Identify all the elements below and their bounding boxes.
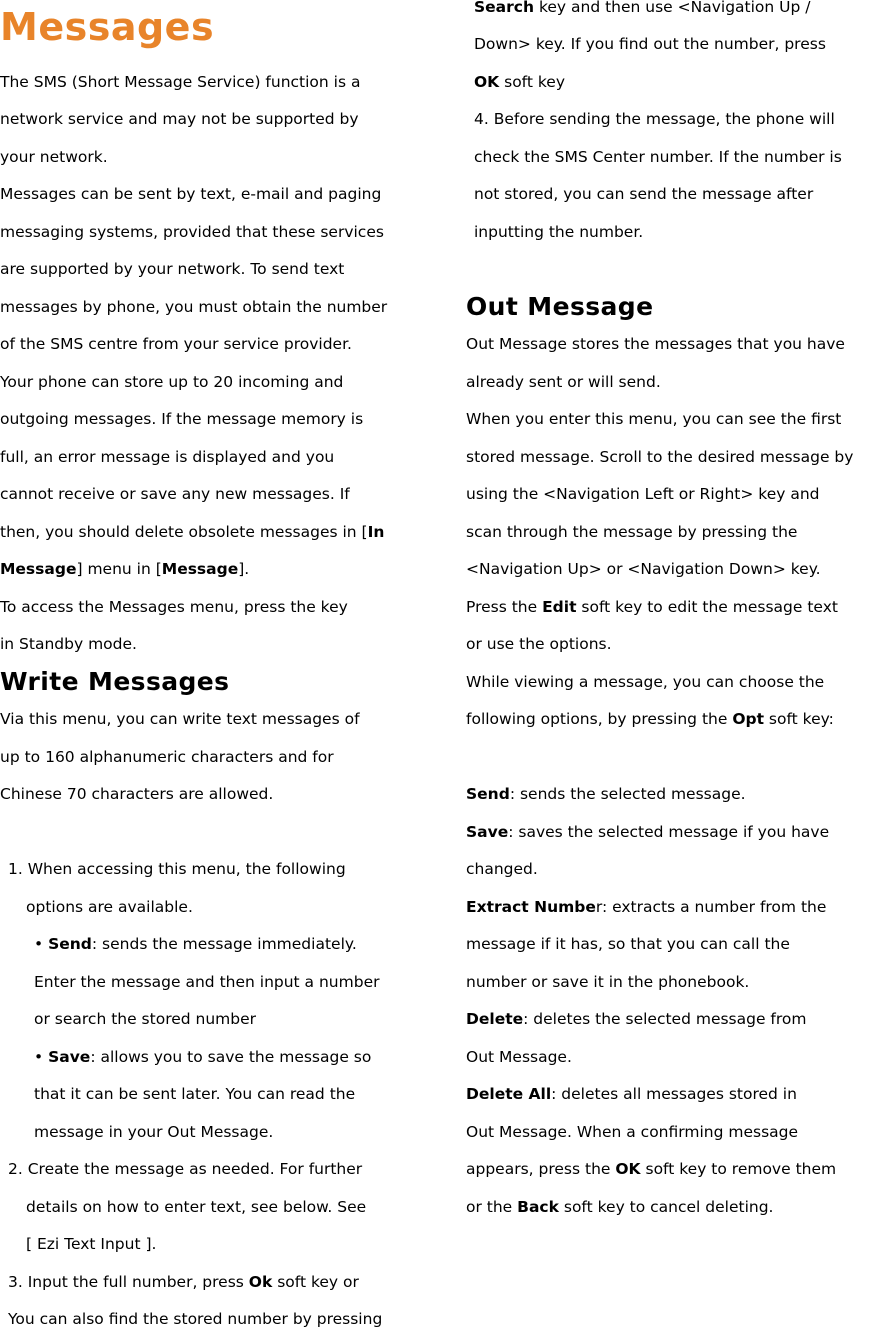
intro-line: cannot receive or save any new messages. If bbox=[0, 485, 350, 503]
intro-line: your network. bbox=[0, 148, 108, 166]
options-line: following options, by pressing the Opt soft key: bbox=[466, 710, 834, 728]
save-option-line: message in your Out Message. bbox=[34, 1123, 274, 1141]
intro-line: messages by phone, you must obtain the number bbox=[0, 298, 388, 316]
step-4-line: 4. Before sending the message, the phone will bbox=[474, 110, 835, 128]
out-line: <Navigation Up> or <Navigation Down> key. bbox=[466, 560, 821, 578]
save-option-line: that it can be sent later. You can read the bbox=[34, 1085, 356, 1103]
option-delete-line: Out Message. bbox=[466, 1048, 572, 1066]
intro-line: messaging systems, provided that these services bbox=[0, 223, 384, 241]
option-delete-all-line: appears, press the OK soft key to remove them bbox=[466, 1160, 837, 1178]
message-menu-label: Message bbox=[0, 560, 77, 578]
out-line: Out Message stores the messages that you have bbox=[466, 335, 845, 353]
step-2-line: [ Ezi Text Input ]. bbox=[26, 1235, 157, 1253]
intro-line: then, you should delete obsolete messages in [In bbox=[0, 523, 385, 541]
send-option: • Send: sends the message immediately. bbox=[34, 935, 357, 953]
step-3-line: You can also find the stored number by pressing bbox=[8, 1310, 383, 1328]
out-line: stored message. Scroll to the desired message by bbox=[466, 448, 854, 466]
out-line: When you enter this menu, you can see the first bbox=[466, 410, 842, 428]
intro-line: Messages can be sent by text, e-mail and paging bbox=[0, 185, 382, 203]
option-delete-all: Delete All: deletes all messages stored in bbox=[466, 1085, 797, 1103]
write-line: up to 160 alphanumeric characters and for bbox=[0, 748, 334, 766]
option-extract-number: Extract Number: extracts a number from the bbox=[466, 898, 827, 916]
step-2-line: 2. Create the message as needed. For further bbox=[8, 1160, 363, 1178]
option-extract-line: message if it has, so that you can call the bbox=[466, 935, 790, 953]
write-line: Chinese 70 characters are allowed. bbox=[0, 785, 274, 803]
edit-line: or use the options. bbox=[466, 635, 612, 653]
option-delete-all-line: Out Message. When a confirming message bbox=[466, 1123, 799, 1141]
intro-line: Message] menu in [Message]. bbox=[0, 560, 250, 578]
save-option: • Save: allows you to save the message so bbox=[34, 1048, 372, 1066]
out-message-heading: Out Message bbox=[466, 292, 654, 321]
option-delete: Delete: deletes the selected message from bbox=[466, 1010, 807, 1028]
out-line: scan through the message by pressing the bbox=[466, 523, 798, 541]
access-line: in Standby mode. bbox=[0, 635, 137, 653]
step-2-line: details on how to enter text, see below. See bbox=[26, 1198, 367, 1216]
out-line: already sent or will send. bbox=[466, 373, 661, 391]
option-send: Send: sends the selected message. bbox=[466, 785, 746, 803]
write-line: Via this menu, you can write text messages of bbox=[0, 710, 360, 728]
step-3-line: 3. Input the full number, press Ok soft key or bbox=[8, 1273, 359, 1291]
option-save: Save: saves the selected message if you have bbox=[466, 823, 830, 841]
in-menu-label: In bbox=[367, 523, 385, 541]
step-3-continued: OK soft key bbox=[474, 73, 565, 91]
step-1-line: 1. When accessing this menu, the following bbox=[8, 860, 346, 878]
edit-line: Press the Edit soft key to edit the message text bbox=[466, 598, 838, 616]
intro-line: are supported by your network. To send text bbox=[0, 260, 345, 278]
out-line: using the <Navigation Left or Right> key and bbox=[466, 485, 820, 503]
step-3-continued: Down> key. If you find out the number, press bbox=[474, 35, 826, 53]
step-4-line: not stored, you can send the message after bbox=[474, 185, 814, 203]
write-messages-heading: Write Messages bbox=[0, 667, 230, 696]
intro-line: Your phone can store up to 20 incoming and bbox=[0, 373, 344, 391]
option-save-line: changed. bbox=[466, 860, 538, 878]
page-title: Messages bbox=[0, 5, 215, 49]
step-4-line: inputting the number. bbox=[474, 223, 644, 241]
step-4-line: check the SMS Center number. If the number is bbox=[474, 148, 842, 166]
options-line: While viewing a message, you can choose the bbox=[466, 673, 825, 691]
intro-line: outgoing messages. If the message memory is bbox=[0, 410, 364, 428]
step-1-line: options are available. bbox=[26, 898, 193, 916]
send-option-line: Enter the message and then input a number bbox=[34, 973, 380, 991]
send-option-line: or search the stored number bbox=[34, 1010, 257, 1028]
intro-line: The SMS (Short Message Service) function is a bbox=[0, 73, 361, 91]
option-delete-all-line: or the Back soft key to cancel deleting. bbox=[466, 1198, 774, 1216]
option-extract-line: number or save it in the phonebook. bbox=[466, 973, 750, 991]
intro-line: full, an error message is displayed and you bbox=[0, 448, 335, 466]
access-line: To access the Messages menu, press the key bbox=[0, 598, 348, 616]
intro-line: network service and may not be supported by bbox=[0, 110, 359, 128]
intro-line: of the SMS centre from your service provider. bbox=[0, 335, 352, 353]
step-3-continued: Search key and then use <Navigation Up / bbox=[474, 0, 811, 16]
